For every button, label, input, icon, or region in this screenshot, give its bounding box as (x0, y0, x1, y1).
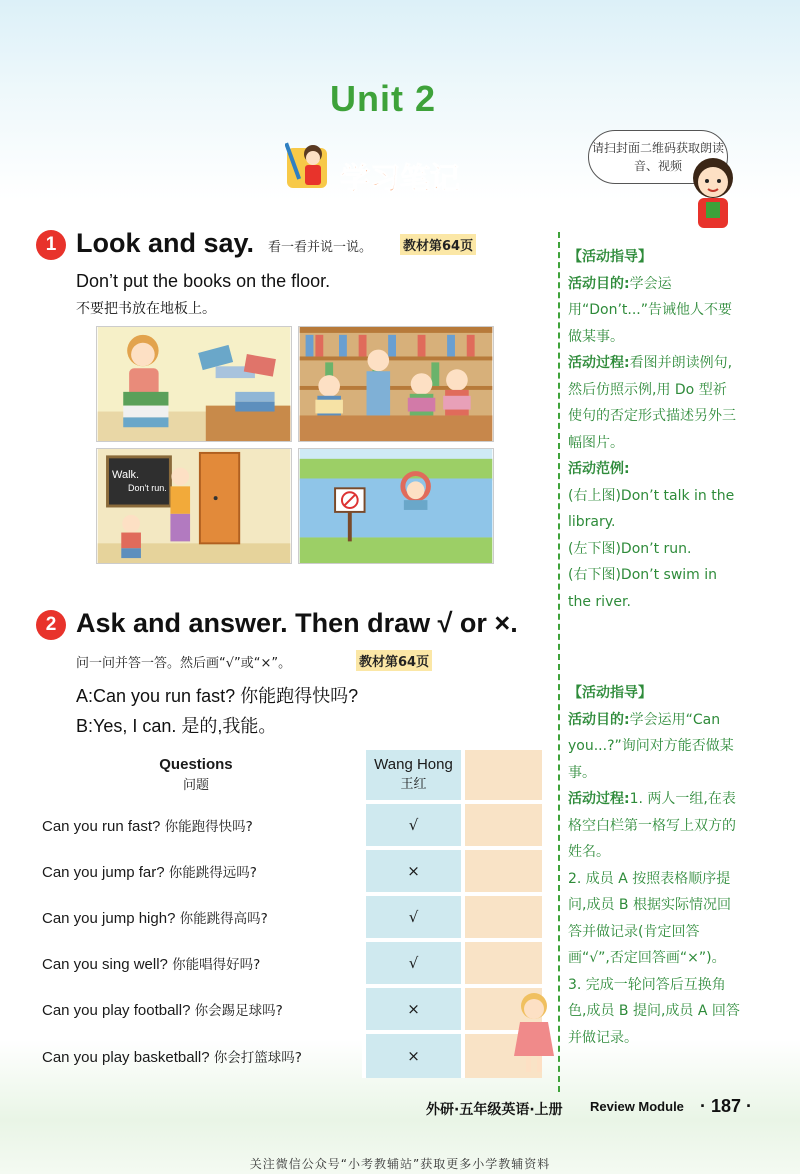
question-en: Can you play basketball? (42, 1049, 210, 1066)
sidebar-1-example-key: 活动范例: (568, 461, 630, 477)
girl-mascot-icon (678, 152, 748, 232)
table-header-name (364, 750, 463, 802)
question-zh: 你会打篮球吗? (213, 1050, 302, 1066)
questions-table (30, 750, 542, 1078)
answer-mark: × (364, 1032, 463, 1078)
sidebar-2-goal: 学会运用“Can you...?”询问对方能否做某事。 (568, 711, 734, 781)
name-header-zh: 王红 (400, 777, 427, 792)
name-header: Wang Hong (374, 756, 453, 773)
section-2-subtitle: 问一问并答一答。然后画“√”或“×”。 (76, 656, 292, 671)
blank-header-cell[interactable] (463, 750, 542, 802)
footer-module: Review Module (590, 1099, 684, 1114)
picture-books-on-floor (96, 326, 292, 442)
blank-answer-cell[interactable] (463, 940, 542, 986)
table-row (30, 802, 542, 848)
sidebar-2-process-3: 3. 完成一轮问答后互换角色,成员 B 提问,成员 A 回答并做记录。 (568, 976, 740, 1046)
picture-river (298, 448, 494, 564)
answer-mark: × (364, 986, 463, 1032)
blackboard-text-dont-run: Don't run. (128, 483, 167, 493)
notes-label: 学习笔记 (340, 162, 460, 197)
example-sentence-en: Don’t put the books on the floor. (76, 271, 331, 291)
table-row (30, 894, 542, 940)
answer-mark: √ (364, 802, 463, 848)
answer-mark: √ (364, 940, 463, 986)
bottom-watermark-note: 关注微信公众号“小考教辅站”获取更多小学教辅资料 (249, 1157, 551, 1171)
section-1-page-ref: 教材第64页 (400, 234, 476, 255)
table-row (30, 986, 542, 1032)
answer-mark: √ (364, 894, 463, 940)
sidebar-1-process: 看图并朗读例句,然后仿照示例,用 Do 型祈使句的否定形式描述另外三幅图片。 (568, 355, 736, 451)
dialog-line-a: A:Can you run fast? 你能跑得快吗? (76, 686, 359, 706)
sidebar-1-goal: 学会运用“Don’t...”告诫他人不要做某事。 (568, 275, 733, 345)
question-en: Can you sing well? (42, 956, 168, 973)
question-zh: 你能唱得好吗? (172, 957, 261, 973)
question-en: Can you jump high? (42, 910, 176, 927)
sidebar-1-goal-key: 活动目的: (568, 275, 630, 292)
picture-dont-run (96, 448, 292, 564)
blackboard-text-walk: Walk. (112, 469, 140, 481)
table-header-questions (30, 750, 364, 802)
blank-answer-cell[interactable] (463, 848, 542, 894)
blank-answer-cell[interactable] (463, 802, 542, 848)
sidebar-2-process-key: 活动过程: (568, 791, 630, 807)
footer-book-title: 外研·五年级英语·上册 (426, 1102, 563, 1118)
sidebar-1-example-3: (右下图)Don’t swim in the river. (568, 567, 718, 610)
question-zh: 你能跳得远吗? (168, 865, 257, 881)
questions-header-zh: 问题 (182, 777, 209, 792)
section-1-subtitle: 看一看并说一说。 (268, 240, 373, 255)
question-en: Can you play football? (42, 1002, 191, 1019)
table-row (30, 1032, 542, 1078)
question-en: Can you run fast? (42, 818, 161, 835)
example-sentence-zh: 不要把书放在地板上。 (76, 301, 216, 317)
section-2-number: 2 (36, 610, 66, 640)
page-number: · 187 · (700, 1096, 753, 1116)
question-zh: 你会踢足球吗? (194, 1003, 283, 1019)
question-zh: 你能跳得高吗? (179, 911, 268, 927)
table-row (30, 848, 542, 894)
sidebar-2-goal-key: 活动目的: (568, 711, 630, 728)
sidebar-2-process-2: 2. 成员 A 按照表格顺序提问,成员 B 根据实际情况回答并做记录(肯定回答画“√”,否定回答画“×”)。 (568, 870, 731, 966)
unit-title: Unit 2 (329, 78, 436, 119)
section-1-title: Look and say. (76, 228, 255, 258)
section-1-number: 1 (36, 230, 66, 260)
sidebar-1-example-1: (右上图)Don’t talk in the library. (568, 487, 735, 530)
answer-mark: × (364, 848, 463, 894)
picture-library (298, 326, 494, 442)
blank-answer-cell[interactable] (463, 894, 542, 940)
sidebar-1-example-2: (左下图)Don’t run. (568, 540, 692, 557)
sidebar-2-process-1: 1. 两人一组,在表格空白栏第一格写上双方的姓名。 (568, 791, 736, 860)
sidebar-guide-1 (568, 244, 740, 615)
section-2-page-ref: 教材第64页 (356, 650, 432, 671)
girl-illustration (506, 990, 562, 1076)
dialog-line-b: B:Yes, I can. 是的,我能。 (76, 716, 277, 736)
sidebar-divider (558, 232, 560, 1092)
questions-header: Questions (159, 756, 233, 773)
qr-hint-bubble: 请扫封面二维码获取朗读音、视频 (588, 130, 728, 184)
question-zh: 你能跑得快吗? (164, 819, 253, 835)
sidebar-2-head: 【活动指导】 (568, 685, 652, 701)
table-row (30, 940, 542, 986)
sidebar-guide-2 (568, 680, 740, 1051)
sidebar-1-head: 【活动指导】 (568, 249, 652, 265)
question-en: Can you jump far? (42, 864, 165, 881)
sidebar-1-process-key: 活动过程: (568, 355, 630, 371)
section-2-title: Ask and answer. Then draw √ or ×. (76, 608, 518, 638)
